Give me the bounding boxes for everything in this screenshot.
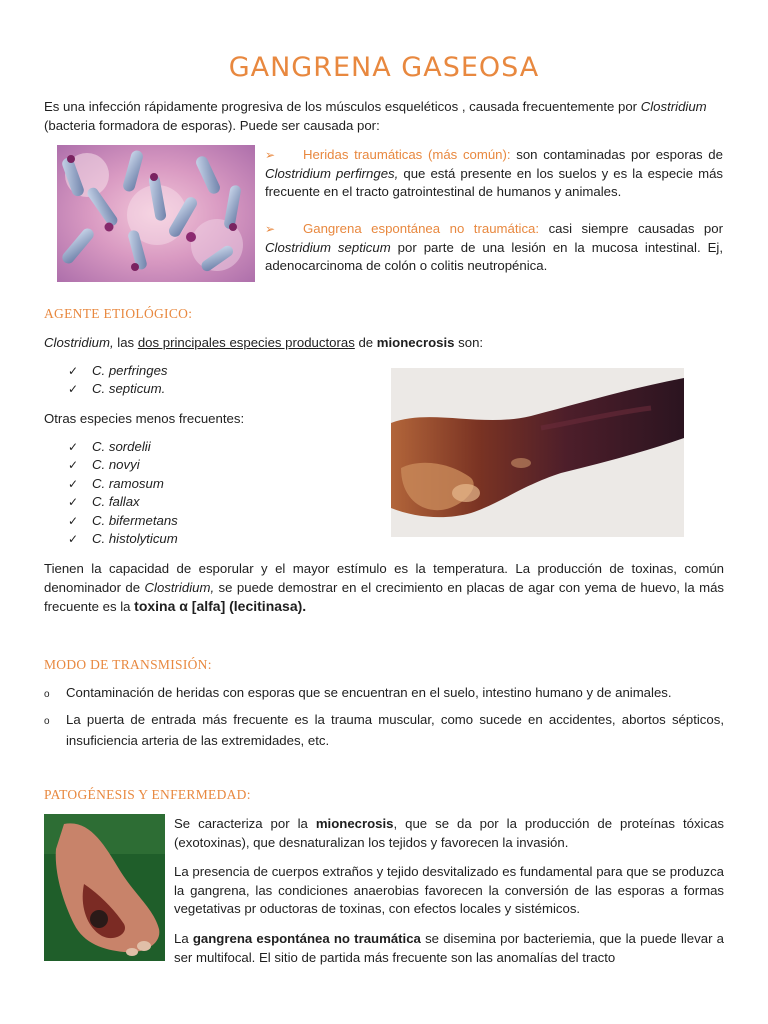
- cause-item-1: [265, 146, 723, 202]
- check-icon: ✓: [68, 458, 79, 473]
- cause-item-2: [265, 220, 723, 276]
- arrow-bullet-icon: ➢: [265, 148, 276, 162]
- agente-text: son:: [454, 335, 484, 350]
- toxin-italic: Clostridium,: [144, 579, 215, 595]
- circle-bullet-icon: o: [44, 689, 50, 700]
- species-name: C. septicum.: [92, 381, 166, 397]
- species-name: C. ramosum: [92, 475, 164, 491]
- patogenesis-paragraph-1: [174, 815, 724, 852]
- check-icon: ✓: [68, 382, 79, 397]
- leg-illustration: [391, 368, 684, 537]
- patogenesis-text: , que se da por la producción de proteínas tóxicas (exotoxinas), que desnaturalizan los tejidos y favorecen la invasión.: [174, 816, 724, 850]
- species-name: C. bifermetans: [92, 512, 178, 528]
- patogenesis-text: se disemina por bacteriemia, que la puede llevar a ser multifocal. El sitio de partida más frecuente son las anomalías del tracto: [174, 931, 724, 965]
- check-icon: ✓: [68, 531, 79, 546]
- agente-bold: mionecrosis: [376, 335, 455, 350]
- gangrene-leg-image: [391, 368, 684, 537]
- toxin-bold: toxina α [alfa] (lecitinasa).: [134, 598, 307, 614]
- check-icon: ✓: [68, 440, 79, 454]
- toxin-text: se puede demostrar en el crecimiento en placas de agar con yema de huevo, la más frecuente es la: [44, 579, 724, 614]
- agente-underline: dos principales especies productoras: [137, 335, 355, 350]
- list-item: [68, 362, 368, 380]
- cause-text: casi siempre causadas por: [539, 221, 723, 236]
- cause-label: Heridas traumáticas (más común):: [303, 147, 511, 162]
- patogenesis-text: Se caracteriza por la: [174, 816, 316, 831]
- transmision-item-1: [44, 684, 724, 705]
- intro-paragraph: [44, 98, 724, 135]
- intro-italic: Clostridium: [640, 99, 707, 114]
- list-item: [68, 438, 368, 456]
- list-item: [68, 475, 368, 493]
- check-icon: ✓: [68, 364, 79, 378]
- agente-intro-line: [44, 334, 644, 353]
- patogenesis-text: La: [174, 931, 193, 946]
- species-name: C. perfringes: [92, 363, 168, 378]
- bacteria-illustration: [57, 145, 255, 282]
- gangrene-foot-image: [44, 814, 165, 961]
- agente-italic: Clostridium,: [44, 335, 114, 350]
- main-species-list: [68, 362, 368, 399]
- species-name: C. fallax: [92, 494, 140, 510]
- check-icon: ✓: [68, 476, 79, 491]
- patogenesis-bold: gangrena espontánea no traumática: [192, 931, 421, 946]
- other-species-label: Otras especies menos frecuentes:: [44, 411, 245, 426]
- list-item: [68, 530, 368, 548]
- intro-text: Es una infección rápidamente progresiva de los músculos esqueléticos , causada frecuentemente por: [44, 99, 641, 114]
- cause-italic: Clostridium perfirnges,: [265, 165, 399, 181]
- section-heading-patogenesis: PATOGÉNESIS Y ENFERMEDAD:: [44, 787, 251, 802]
- cause-text: que está presente en los suelos y es la especie más frecuente en el tracto gatrointestinal de humanos y animales.: [265, 165, 724, 199]
- patogenesis-paragraph-3: [174, 930, 724, 967]
- transmision-text: Contaminación de heridas con esporas que se encuentran en el suelo, intestino humano y de animales.: [66, 685, 672, 700]
- species-name: C. histolyticum: [92, 530, 178, 546]
- intro-text-2: (bacteria formadora de esporas). Puede ser causada por:: [44, 117, 380, 133]
- list-item: [68, 456, 368, 474]
- species-name: C. sordelii: [92, 439, 151, 454]
- species-name: C. novyi: [92, 457, 140, 473]
- agente-text: las: [113, 335, 138, 350]
- arrow-bullet-icon: ➢: [265, 222, 276, 236]
- patogenesis-bold: mionecrosis: [315, 816, 394, 831]
- agente-text: de: [354, 335, 377, 350]
- section-heading-agente: AGENTE ETIOLÓGICO:: [44, 306, 193, 321]
- transmision-item-2: [44, 711, 724, 750]
- list-item: [68, 493, 368, 511]
- patogenesis-paragraph-2: La presencia de cuerpos extraños y tejido desvitalizado es fundamental para que se produzca la gangrena, las condiciones anaerobias favorecen la conversión de las esporas a formas vegetativas pr oductoras de toxinas, con efectos locales y sistémicos.: [174, 864, 724, 916]
- foot-illustration: [44, 814, 165, 961]
- check-icon: ✓: [68, 513, 79, 528]
- cause-italic: Clostridium septicum: [265, 239, 391, 255]
- section-heading-transmision: MODO DE TRANSMISIÓN:: [44, 657, 212, 672]
- bacteria-image: [57, 145, 255, 282]
- list-item: [68, 380, 368, 398]
- list-item: [68, 512, 368, 530]
- transmision-text: La puerta de entrada más frecuente es la trauma muscular, como sucede en accidentes, abortos sépticos, insuficiencia arteria de las extremidades, etc.: [66, 712, 724, 748]
- cause-label: Gangrena espontánea no traumática:: [303, 221, 540, 236]
- toxin-text: Tienen la capacidad de esporular y el mayor estímulo es la temperatura. La producción de toxinas, común denominador de: [44, 561, 724, 595]
- cause-text: por parte de una lesión en la mucosa intestinal. Ej, adenocarcinoma de colón o colitis neutropénica.: [265, 239, 723, 273]
- page-title: GANGRENA GASEOSA: [228, 52, 540, 83]
- check-icon: ✓: [68, 495, 79, 510]
- toxin-paragraph: [44, 560, 724, 617]
- circle-bullet-icon: o: [44, 716, 50, 727]
- cause-text: son contaminadas por esporas de: [510, 147, 723, 162]
- other-species-list: [68, 438, 368, 548]
